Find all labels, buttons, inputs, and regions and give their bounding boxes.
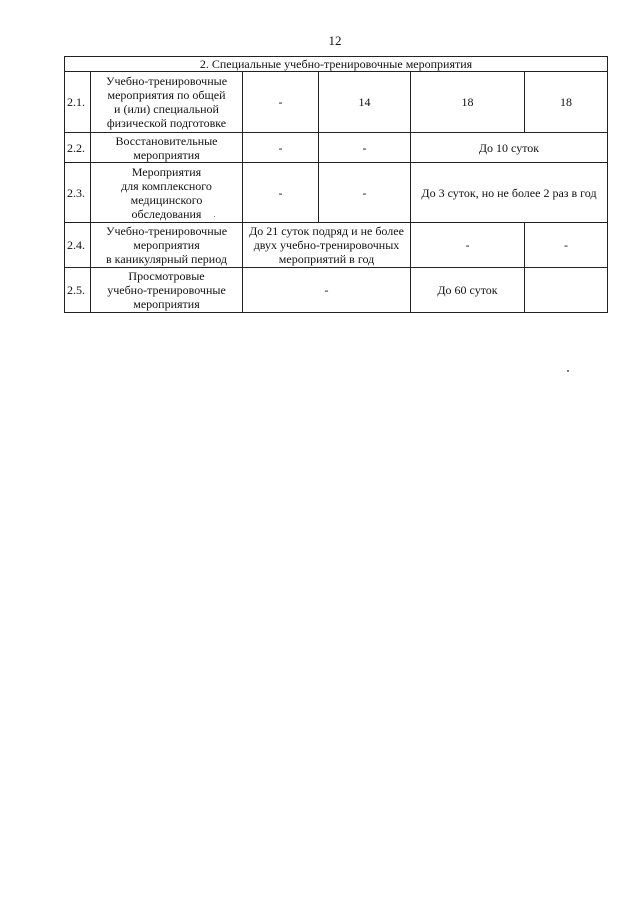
table-cell: 18 xyxy=(411,72,525,133)
page-number: 12 xyxy=(328,33,342,48)
event-name: Просмотровые учебно-тренировочные мероприятия xyxy=(91,268,243,313)
section-title: 2. Специальные учебно-тренировочные мероприятия xyxy=(65,57,608,72)
table-row xyxy=(65,72,608,133)
table-cell: 14 xyxy=(319,72,411,133)
row-number: 2.1. xyxy=(65,72,91,133)
event-name: Мероприятия для комплексного медицинского обследования xyxy=(91,163,243,223)
event-name: Учебно-тренировочные мероприятия в каникулярный период xyxy=(91,223,243,268)
training-events-table xyxy=(64,56,608,313)
event-name: Восстановительные мероприятия xyxy=(91,133,243,163)
table-cell: 18 xyxy=(525,72,608,133)
table-cell: - xyxy=(319,163,411,223)
row-number: 2.4. xyxy=(65,223,91,268)
table-cell-merged: - xyxy=(243,268,411,313)
scan-speck xyxy=(214,216,215,217)
table-cell-merged: До 3 суток, но не более 2 раз в год xyxy=(411,163,608,223)
table-cell: - xyxy=(319,133,411,163)
table-cell xyxy=(525,268,608,313)
row-number: 2.5. xyxy=(65,268,91,313)
table-row xyxy=(65,163,608,223)
table-cell: - xyxy=(243,72,319,133)
scan-speck xyxy=(567,370,569,372)
row-number: 2.3. xyxy=(65,163,91,223)
event-name: Учебно-тренировочные мероприятия по общей и (или) специальной физической подготовке xyxy=(91,72,243,133)
table-cell-merged: До 10 суток xyxy=(411,133,608,163)
row-number: 2.2. xyxy=(65,133,91,163)
table-cell: - xyxy=(243,163,319,223)
table-cell-merged: До 21 суток подряд и не более двух учебно-тренировочных мероприятий в год xyxy=(243,223,411,268)
table-cell: До 60 суток xyxy=(411,268,525,313)
table-row xyxy=(65,268,608,313)
table-cell: - xyxy=(243,133,319,163)
table-row xyxy=(65,133,608,163)
table-cell: - xyxy=(525,223,608,268)
table-row xyxy=(65,223,608,268)
table-cell: - xyxy=(411,223,525,268)
section-header-row xyxy=(65,57,608,72)
